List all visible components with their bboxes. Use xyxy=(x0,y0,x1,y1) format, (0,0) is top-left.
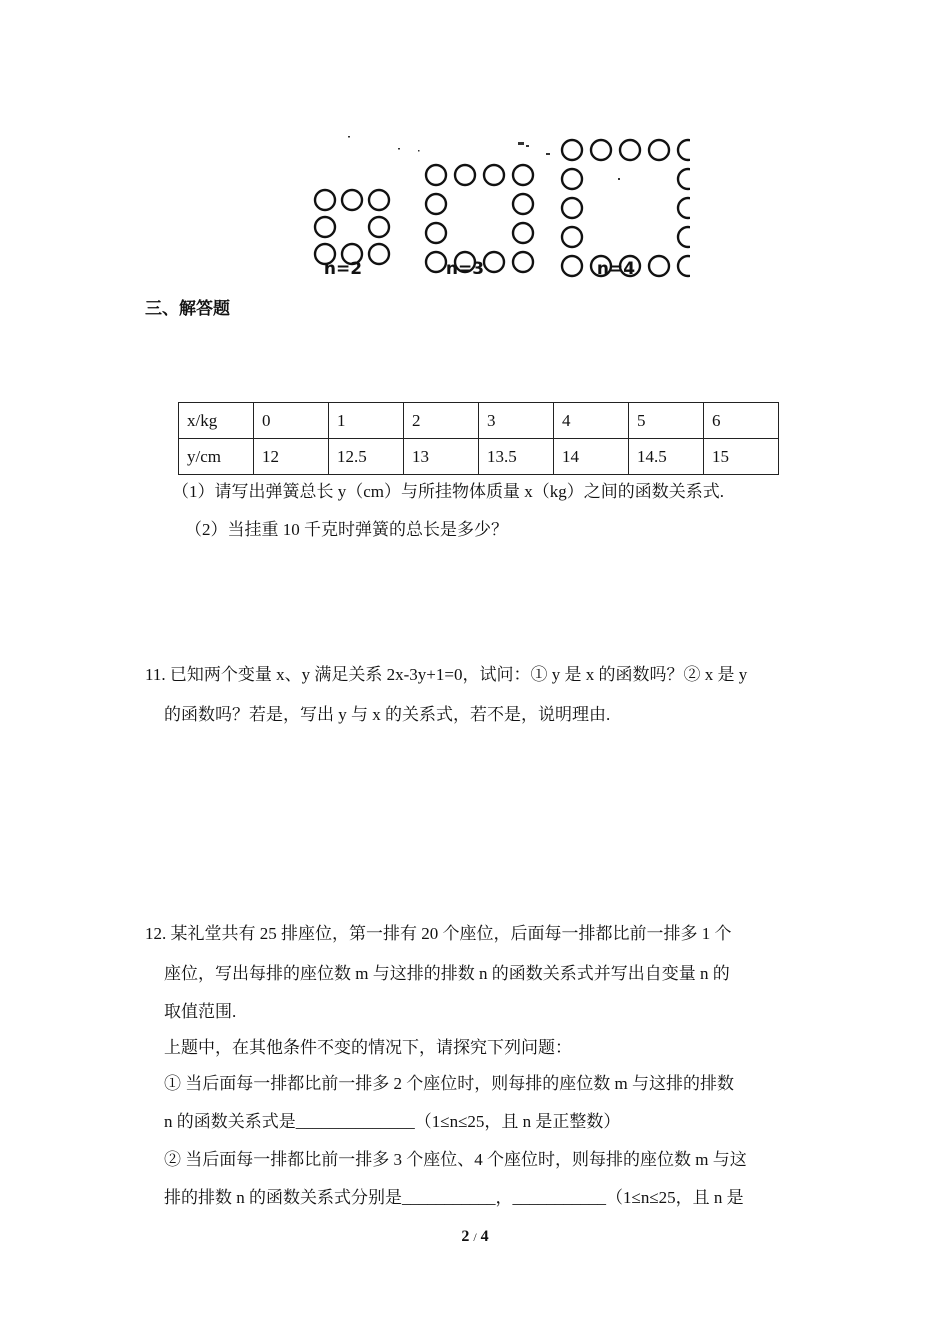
pattern-circle xyxy=(315,190,335,210)
pattern-circle xyxy=(513,223,533,243)
question-11-line-2: 的函数吗？若是，写出 y 与 x 的关系式，若不是，说明理由. xyxy=(164,705,611,724)
table-cell: 12.5 xyxy=(329,439,404,475)
pattern-circle xyxy=(562,256,582,276)
pattern-circle xyxy=(513,165,533,185)
pattern-circle xyxy=(591,140,611,160)
pattern-circle xyxy=(513,194,533,214)
pattern-circle xyxy=(484,165,504,185)
table-cell: 0 xyxy=(254,403,329,439)
table-cell: 14.5 xyxy=(629,439,704,475)
question-10-part-1: （1）请写出弹簧总长 y（cm）与所挂物体质量 x（kg）之间的函数关系式. xyxy=(172,482,725,501)
table-cell: 2 xyxy=(404,403,479,439)
table-cell: 3 xyxy=(479,403,554,439)
table-cell: 14 xyxy=(554,439,629,475)
pattern-circle xyxy=(315,217,335,237)
pattern-circle xyxy=(649,140,669,160)
pattern-circle xyxy=(426,194,446,214)
figure-label-n2: n=2 xyxy=(323,259,363,279)
table-cell: 4 xyxy=(554,403,629,439)
question-12-line-6: n 的函数关系式是______________（1≤n≤25，且 n 是正整数） xyxy=(164,1112,621,1131)
table-cell: 13.5 xyxy=(479,439,554,475)
pattern-circle xyxy=(678,198,690,218)
figure-label-n4: n=4 xyxy=(596,259,636,279)
pattern-circle xyxy=(562,140,582,160)
table-cell: 5 xyxy=(629,403,704,439)
question-12-line-8: 排的排数 n 的函数关系式分别是___________，___________（1≤n≤25，且 n 是 xyxy=(164,1188,744,1207)
question-12-line-2: 座位，写出每排的座位数 m 与这排的排数 n 的函数关系式并写出自变量 n 的 xyxy=(164,964,730,983)
pattern-circle xyxy=(649,256,669,276)
pattern-circle xyxy=(562,169,582,189)
figure-label-n3: n=3 xyxy=(445,259,485,279)
pattern-circle xyxy=(562,198,582,218)
question-12-line-7: ② 当后面每一排都比前一排多 3 个座位、4 个座位时，则每排的座位数 m 与这 xyxy=(164,1150,747,1169)
page-current: 2 xyxy=(461,1228,470,1245)
pattern-circle xyxy=(369,190,389,210)
table-cell: 6 xyxy=(704,403,779,439)
pattern-circle xyxy=(678,169,690,189)
pattern-circle xyxy=(562,227,582,247)
page-number xyxy=(0,1228,950,1246)
table-cell: y/cm xyxy=(179,439,254,475)
pattern-circle xyxy=(678,140,690,160)
table-row xyxy=(179,439,779,475)
pattern-circle xyxy=(426,252,446,272)
data-table xyxy=(178,402,779,475)
question-12-line-1: 12. 某礼堂共有 25 排座位，第一排有 20 个座位，后面每一排都比前一排多 1 个 xyxy=(145,924,732,943)
pattern-circle xyxy=(484,252,504,272)
pattern-circle xyxy=(369,217,389,237)
table-cell: x/kg xyxy=(179,403,254,439)
pattern-circle xyxy=(455,165,475,185)
pattern-circle xyxy=(678,227,690,247)
question-12-line-5: ① 当后面每一排都比前一排多 2 个座位时，则每排的座位数 m 与这排的排数 xyxy=(164,1074,734,1093)
page-total: 4 xyxy=(480,1228,489,1245)
pattern-circle xyxy=(426,223,446,243)
pattern-circle xyxy=(513,252,533,272)
question-10-part-2: （2）当挂重 10 千克时弹簧的总长是多少？ xyxy=(185,520,508,539)
question-11-line-1: 11. 已知两个变量 x、y 满足关系 2x-3y+1=0，试问：① y 是 x 的函数吗？② x 是 y xyxy=(145,665,748,684)
pattern-circle xyxy=(678,256,690,276)
pattern-circle xyxy=(620,140,640,160)
page-separator: / xyxy=(473,1230,477,1244)
pattern-circle xyxy=(426,165,446,185)
table-cell: 13 xyxy=(404,439,479,475)
table-row xyxy=(179,403,779,439)
table-cell: 12 xyxy=(254,439,329,475)
circle-pattern-figure xyxy=(300,128,690,288)
question-12-line-4: 上题中，在其他条件不变的情况下，请探究下列问题： xyxy=(164,1038,572,1057)
section-title: 三、解答题 xyxy=(145,299,230,319)
pattern-circle xyxy=(369,244,389,264)
question-12-line-3: 取值范围. xyxy=(164,1002,237,1021)
table-cell: 15 xyxy=(704,439,779,475)
table-cell: 1 xyxy=(329,403,404,439)
pattern-circle xyxy=(342,190,362,210)
